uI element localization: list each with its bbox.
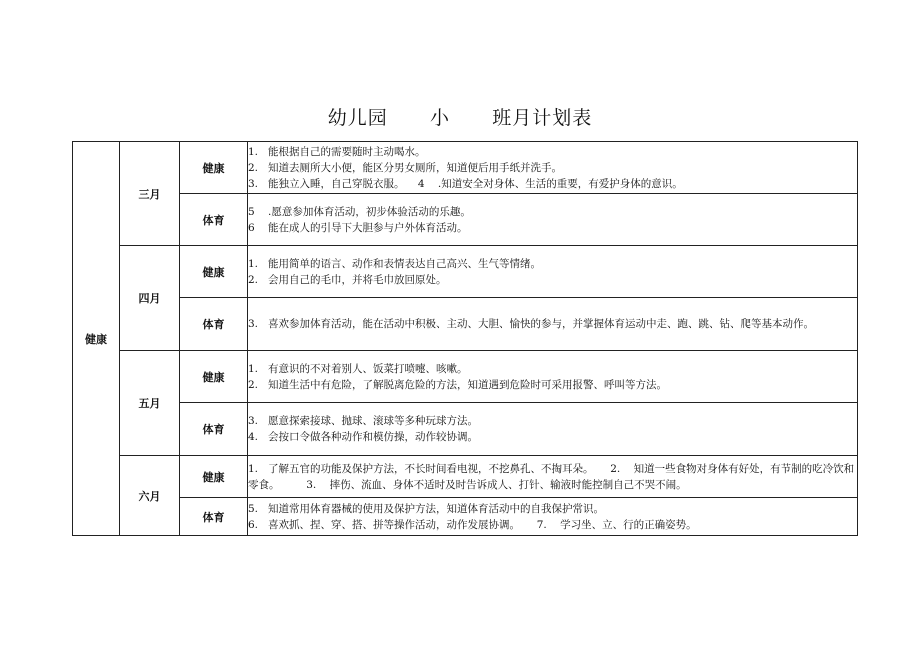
monthly-plan-table	[72, 141, 858, 536]
goal-content	[248, 142, 858, 194]
page-title: 幼儿园 小 班月计划表	[327, 107, 593, 129]
table-row	[73, 142, 858, 194]
goal-content	[248, 498, 858, 536]
goal-line: 2. 知道去厕所大小便，能区分男女厕所，知道便后用手纸并洗手。	[248, 161, 563, 174]
month-cell-june: 六月	[120, 456, 180, 536]
goal-line: 1. 了解五官的功能及保护方法，不长时间看电视，不挖鼻孔、不掏耳朵。 2. 知道一些食物对身体有好处，有节制的吃冷饮和零食。 3. 摔伤、流血、身体不适时及时告诉成人、打针、输液时能控制自己不哭不闹。	[248, 462, 855, 491]
goal-line: 1. 能根据自己的需要随时主动喝水。	[248, 145, 426, 158]
goal-line: 1. 有意识的不对着别人、饭菜打喷嚏、咳嗽。	[248, 362, 468, 375]
table-row	[73, 498, 858, 536]
goal-line: 5. 知道常用体育器械的使用及保护方法，知道体育活动中的自我保护常识。	[248, 502, 605, 515]
subject-cell: 健康	[180, 142, 248, 194]
goal-content	[248, 351, 858, 403]
subject-cell: 健康	[180, 351, 248, 403]
goal-line: 1. 能用简单的语言、动作和表情表达自己高兴、生气等情绪。	[248, 257, 542, 270]
subject-cell: 体育	[180, 498, 248, 536]
goal-content	[248, 298, 858, 351]
table-row	[73, 298, 858, 351]
domain-cell: 健康	[73, 142, 120, 536]
goal-line: 3. 愿意探索接球、抛球、滚球等多种玩球方法。	[248, 415, 479, 427]
table-row	[73, 351, 858, 403]
goal-line: 6. 喜欢抓、捏、穿、搭、拼等操作活动，动作发展协调。 7. 学习坐、立、行的正确姿势。	[248, 518, 697, 531]
goal-line: 2. 会用自己的毛巾，并将毛巾放回原处。	[248, 273, 447, 286]
goal-line: 2. 知道生活中有危险，了解脱离危险的方法，知道遇到危险时可采用报警、呼叫等方法。	[248, 378, 668, 391]
goal-content	[248, 194, 858, 246]
table-row	[73, 403, 858, 456]
goal-line: 5 .愿意参加体育活动，初步体验活动的乐趣。	[248, 205, 471, 218]
subject-cell: 体育	[180, 403, 248, 456]
subject-cell: 体育	[180, 194, 248, 246]
table-row	[73, 246, 858, 298]
goal-line: 3. 喜欢参加体育活动，能在活动中积极、主动、大胆、愉快的参与，并掌握体育运动中走、跑、跳、钻、爬等基本动作。	[248, 318, 815, 330]
goal-content	[248, 403, 858, 456]
table-row	[73, 456, 858, 498]
month-cell-april: 四月	[120, 246, 180, 351]
goal-content	[248, 456, 858, 498]
goal-line: 3. 能独立入睡，自己穿脱衣服。 4 .知道安全对身体、生活的重要，有爱护身体的意识。	[248, 177, 683, 190]
goal-line: 4. 会按口令做各种动作和模仿操，动作较协调。	[248, 431, 479, 443]
month-cell-march: 三月	[120, 142, 180, 246]
table-row	[73, 194, 858, 246]
month-cell-may: 五月	[120, 351, 180, 456]
goal-line: 6 能在成人的引导下大胆参与户外体育活动。	[248, 221, 468, 234]
subject-cell: 健康	[180, 456, 248, 498]
subject-cell: 健康	[180, 246, 248, 298]
subject-cell: 体育	[180, 298, 248, 351]
goal-content	[248, 246, 858, 298]
